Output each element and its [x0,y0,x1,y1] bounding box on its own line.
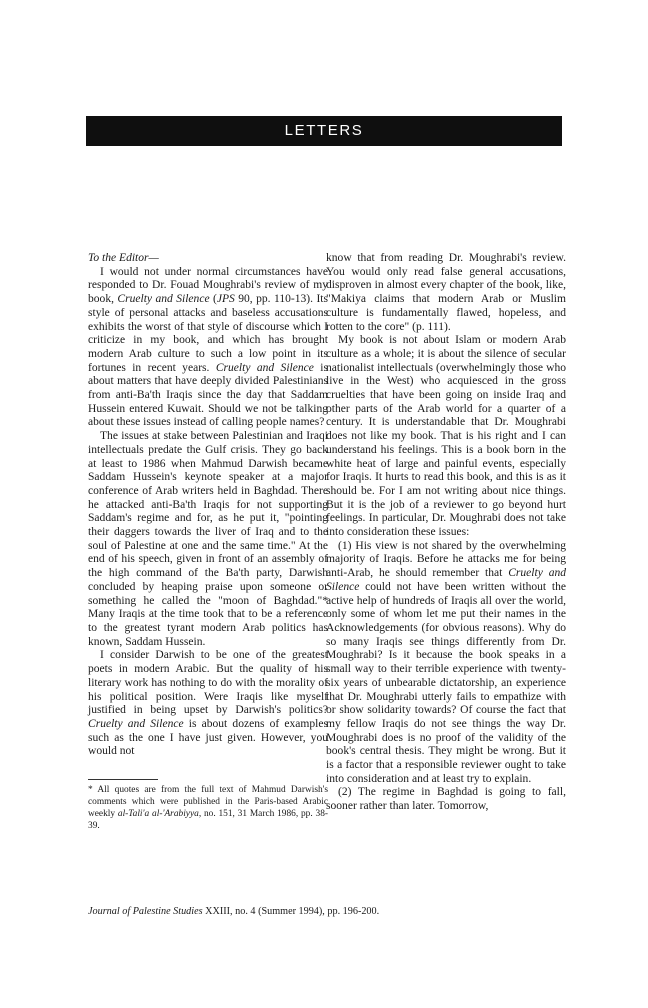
italic-run: JPS [216,293,235,306]
italic-run: al-Tali'a al-'Arabiyya [117,808,199,819]
journal-citation: Journal of Palestine Studies XXIII, no. 4 (Summer 1994), pp. 196-200. [88,906,380,917]
paragraph: I consider Darwish to be one of the greatest poets in modern Arabic. But the quality of his literary work has nothing to do with the morality of his political position. Were Iraqis like myself justified in being upset by Darwish's politics? Cruelty and Silence is about dozens of examples such as the one I have just given. However, you would not [88,649,329,758]
footnote: * All quotes are from the full text of Mahmud Darwish's comments which were published in the Paris-based Arabic weekly al-Tali'a al-'Arabiyya, no. 151, 31 March 1986, pp. 38-39. [88,785,328,831]
italic-run: Journal of Palestine Studies [88,906,203,917]
footnote-divider [88,779,158,780]
section-banner [86,116,562,146]
paragraph: (1) His view is not shared by the overwhelming majority of Iraqis. Before he attacks me for being anti-Arab, he should remember that Cruelty and Silence could not have been written without the active help of hundreds of Iraqis all over the world, only some of whom let me put their names in the Acknowledgements (for obvious reasons). Why do so many Iraqis see things differently from Dr. Moughrabi? Is it because the book speaks in a small way to their terrible experience with twenty-six years of unbearable dictatorship, an experience that Dr. Moughrabi utterly fails to empathize with or show solidarity towards? Of course the fact that my fellow Iraqis do not see things the way Dr. Moughrabi does is no proof of the validity of the book's central thesis. They might be wrong. But it is a factor that a responsible reviewer ought to take into consideration and at least try to explain. [326,539,567,785]
right-column [326,252,566,814]
left-column [88,252,328,759]
italic-run: Cruelty and Silence [326,567,567,593]
paragraph: The issues at stake between Palestinian and Iraqi intellectuals predate the Gulf crisis. They go back at least to 1986 when Mahmud Darwish became Saddam Hussein's keynote speaker at a major conference of Arab writers held in Baghdad. There he attacked anti-Ba'th Iraqis for not supporting Saddam's regime and for, as he put it, "pointing their daggers towards the liver of Iraq and to the soul of Palestine at one and the same time." At the end of his speech, given in front of an assembly of the high command of the Ba'th party, Darwish concluded by heaping praise upon someone or something he called the "moon of Baghdad."* Many Iraqis at the time took that to be a reference to the greatest tyrant modern Arab politics has known, Saddam Hussein. [88,430,328,648]
paragraph: know that from reading Dr. Moughrabi's review. You would only read false general accusations, disproven in almost every chapter of the book, like, "Makiya claims that modern Arab or Muslim culture is fundamentally flawed, hopeless, and rotten to the core" (p. 111). [326,252,566,333]
paragraph: My book is not about Islam or modern Arab culture as a whole; it is about the silence of secular nationalist intellectuals (overwhelmingly those who live in the West) who acquiesced in the gross cruelties that have been going on inside Iraq and other parts of the Arab world for a quarter of a century. It is understandable that Dr. Moughrabi does not like my book. That is his right and I can understand his feelings. This is a book born in the white heat of large and painful events, especially for Iraqis. It hurts to read this book, and this is as it should be. For I am not writing about nice things. But it is the job of a reviewer to go beyond hurt feelings. In particular, Dr. Moughrabi does not take into consideration these issues: [326,334,566,539]
italic-run: Cruelty and Silence [88,717,184,730]
italic-run: Cruelty and Silence [215,361,314,374]
section-title: LETTERS [284,122,364,139]
paragraph: I would not under normal circumstances have responded to Dr. Fouad Moughrabi's review of my book, Cruelty and Silence (JPS 90, pp. 110-13). Its style of personal attacks and baseless accusations exhibits the worst of that style of discourse which I criticize in my book, and which has brought modern Arab culture to such a low point in its fortunes in recent years. Cruelty and Silence is about matters that have deeply divided Palestinians from anti-Ba'th Iraqis since the day that Saddam Hussein entered Kuwait. Should we not be talking about these issues instead of calling people names? [88,265,328,429]
italic-run: Cruelty and Silence [117,293,210,306]
paragraph: (2) The regime in Baghdad is going to fall, sooner rather than later. Tomorrow, [326,786,566,813]
letter-salutation: To the Editor— [88,252,159,264]
